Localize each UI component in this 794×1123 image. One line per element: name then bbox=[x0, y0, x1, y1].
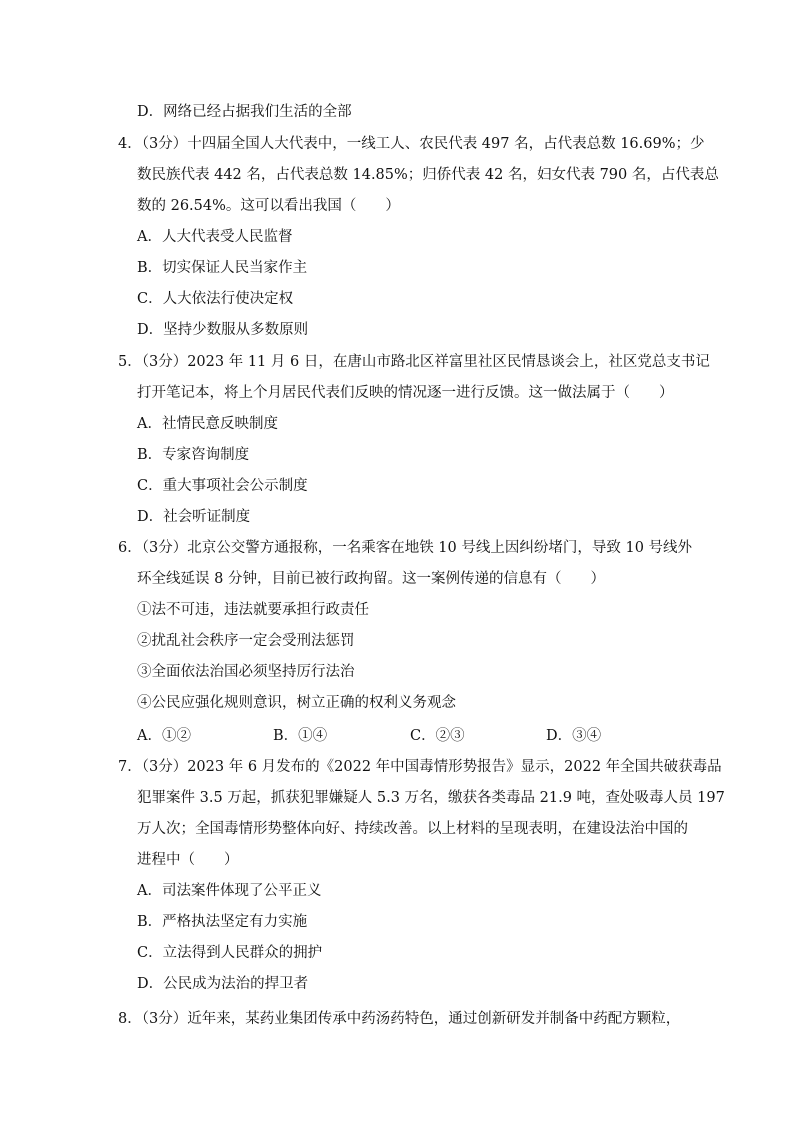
question-6-statement-4: ④公民应强化规则意识，树立正确的权利义务观念 bbox=[137, 695, 456, 711]
question-4-line-2: 数民族代表 442 名，占代表总数 14.85%；归侨代表 42 名，妇女代表 790 名，占代表总 bbox=[137, 167, 719, 183]
question-4-line-3: 数的 26.54%。这可以看出我国（ ） bbox=[137, 198, 400, 214]
question-7-option-b: B．严格执法坚定有力实施 bbox=[137, 914, 308, 930]
question-6-statement-2: ②扰乱社会秩序一定会受刑法惩罚 bbox=[137, 633, 355, 649]
question-6-option-a: A．①② bbox=[137, 728, 191, 744]
question-4-option-d: D．坚持少数服从多数原则 bbox=[137, 322, 309, 338]
question-6-line-2: 环全线延误 8 分钟，目前已被行政拘留。这一案例传递的信息有（ ） bbox=[137, 571, 605, 587]
question-5-option-a: A．社情民意反映制度 bbox=[137, 416, 278, 432]
question-7-line-1: 7．（3分）2023 年 6 月发布的《2022 年中国毒情形势报告》显示，2022 年全国共破获毒品 bbox=[118, 759, 722, 775]
question-8-line-1: 8．（3分）近年来，某药业集团传承中药汤药特色，通过创新研发并制备中药配方颗粒， bbox=[118, 1011, 681, 1027]
question-4-line-1: 4．（3分）十四届全国人大代表中，一线工人、农民代表 497 名，占代表总数 16.69%；少 bbox=[118, 136, 705, 152]
question-4-option-b: B．切实保证人民当家作主 bbox=[137, 260, 308, 276]
question-6-option-b: B．①④ bbox=[273, 728, 328, 744]
question-5-line-2: 打开笔记本，将上个月居民代表们反映的情况逐一进行反馈。这一做法属于（ ） bbox=[137, 385, 674, 401]
question-6-line-1: 6．（3分）北京公交警方通报称，一名乘客在地铁 10 号线上因纠纷堵门，导致 10 号线外 bbox=[118, 540, 693, 556]
question-6-statement-1: ①法不可违，违法就要承担行政责任 bbox=[137, 602, 369, 618]
question-6-option-d: D．③④ bbox=[546, 728, 602, 744]
question-4-option-a: A．人大代表受人民监督 bbox=[137, 229, 293, 245]
question-6-options bbox=[137, 726, 697, 746]
question-4-option-c: C．人大依法行使决定权 bbox=[137, 291, 294, 307]
prev-option-d: D．网络已经占据我们生活的全部 bbox=[137, 104, 352, 120]
question-5-option-b: B．专家咨询制度 bbox=[137, 447, 250, 463]
question-6-statement-3: ③全面依法治国必须坚持厉行法治 bbox=[137, 664, 355, 680]
question-5-option-c: C．重大事项社会公示制度 bbox=[137, 478, 308, 494]
question-7-line-4: 进程中（ ） bbox=[137, 852, 239, 868]
question-6-option-c: C．②③ bbox=[410, 728, 465, 744]
question-7-option-c: C．立法得到人民群众的拥护 bbox=[137, 945, 323, 961]
question-7-line-2: 犯罪案件 3.5 万起，抓获犯罪嫌疑人 5.3 万名，缴获各类毒品 21.9 吨，查处吸毒人员 197 bbox=[137, 790, 725, 806]
question-7-option-d: D．公民成为法治的捍卫者 bbox=[137, 976, 309, 992]
question-5-option-d: D．社会听证制度 bbox=[137, 509, 251, 525]
question-7-option-a: A．司法案件体现了公平正义 bbox=[137, 883, 322, 899]
question-5-line-1: 5．（3分）2023 年 11 月 6 日，在唐山市路北区祥富里社区民情恳谈会上，社区党总支书记 bbox=[118, 354, 710, 370]
question-7-line-3: 万人次；全国毒情形势整体向好、持续改善。以上材料的呈现表明，在建设法治中国的 bbox=[137, 821, 688, 837]
